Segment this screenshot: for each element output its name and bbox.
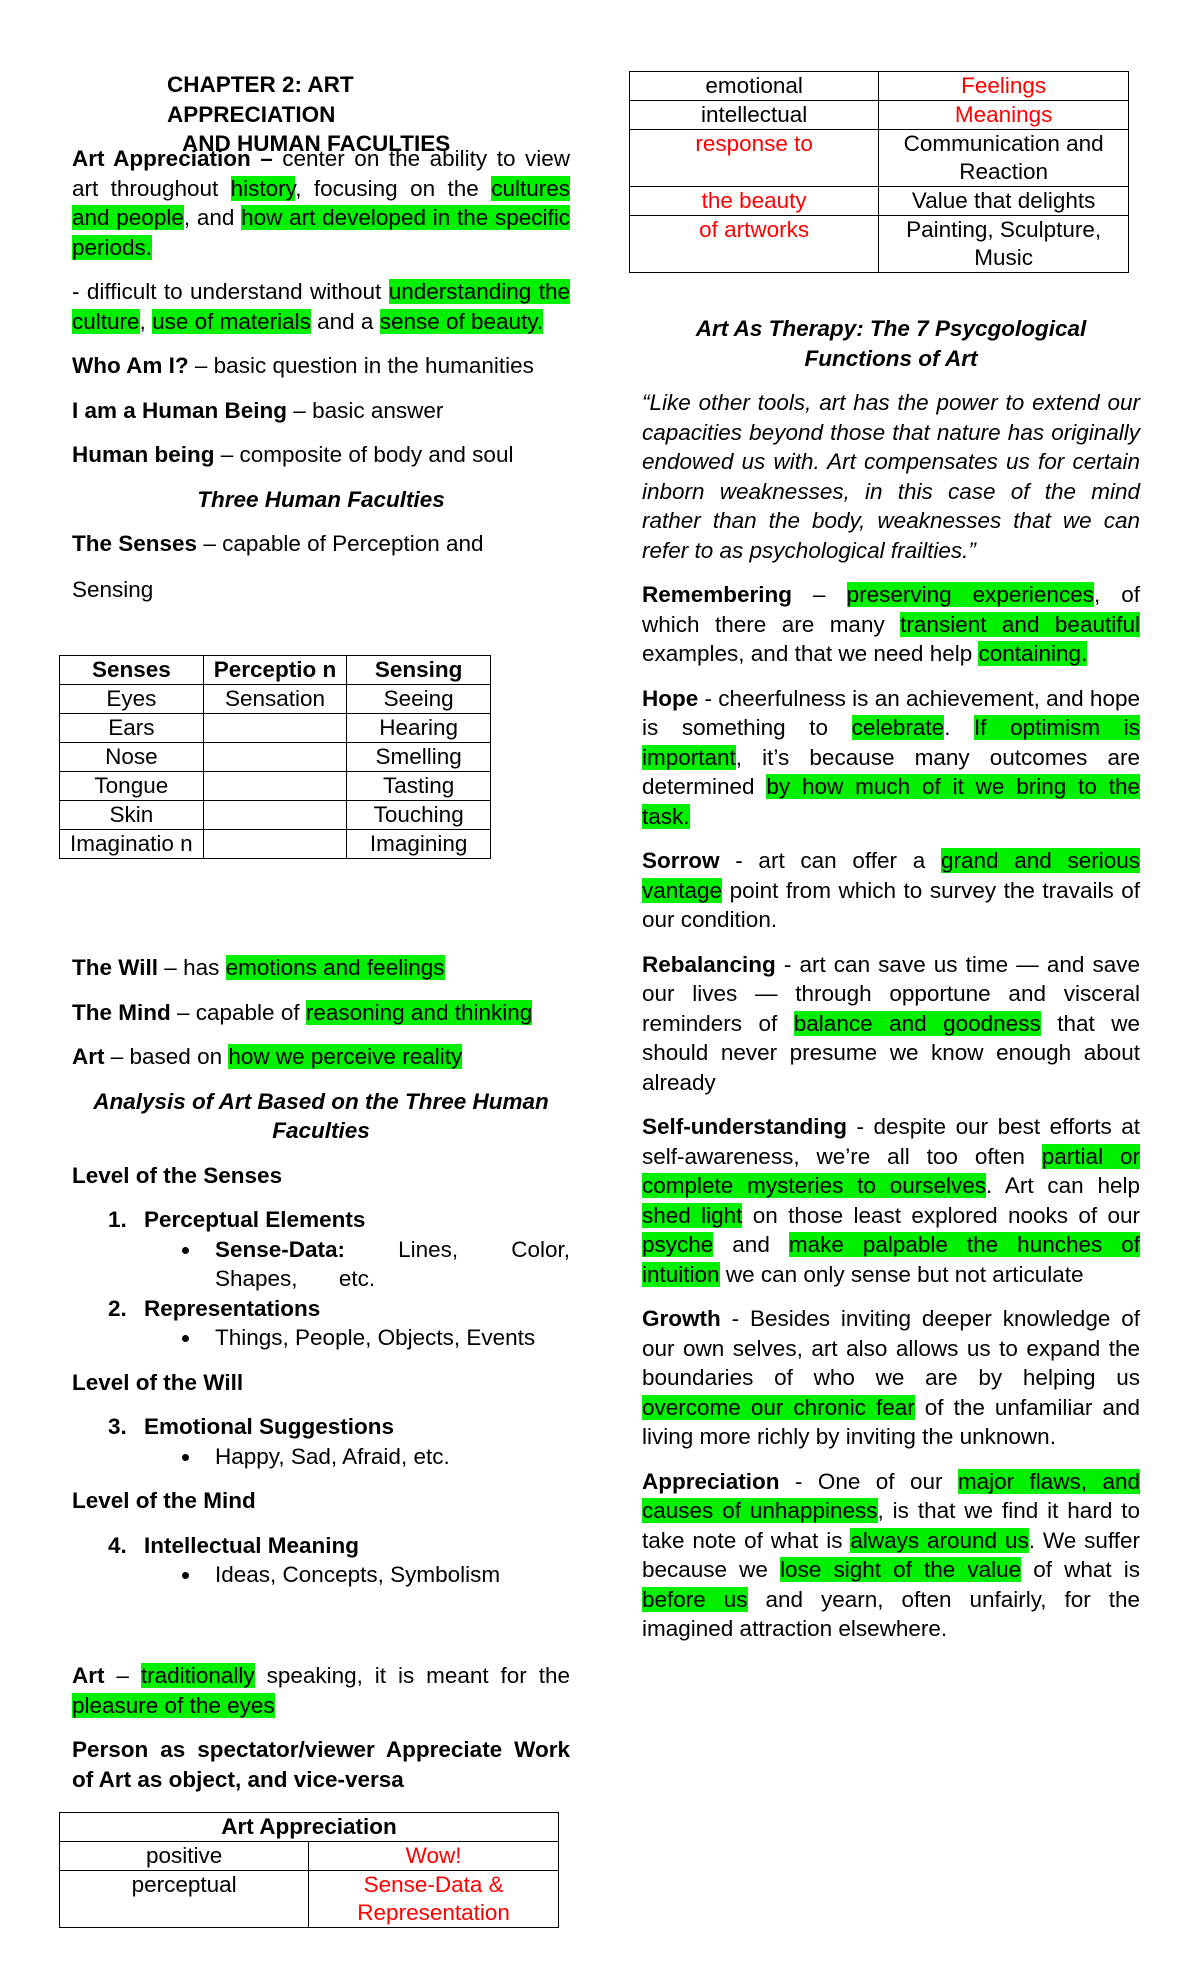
table-cell: Tongue xyxy=(60,772,204,801)
function-highlight: always around us xyxy=(850,1527,1029,1553)
note-text-1: - difficult to understand without xyxy=(72,279,389,304)
table-cell: response to xyxy=(630,130,879,187)
function-text: . Art can help xyxy=(986,1173,1140,1198)
function-appreciation xyxy=(642,1467,1140,1644)
table-header-cell: Sensing xyxy=(347,656,491,685)
function-term: Hope xyxy=(642,685,699,711)
table-cell: Sense-Data & Representation xyxy=(309,1871,559,1928)
list-item-label: Representations xyxy=(144,1295,321,1321)
list-item-label: Intellectual Meaning xyxy=(144,1532,360,1558)
function-text: - despite our best efforts at self-awareness, we’re all too often xyxy=(642,1114,1140,1169)
function-text: we can only sense but not articulate xyxy=(719,1261,1084,1287)
sense-data-label: Sense-Data: xyxy=(215,1236,346,1262)
function-highlight: partial or complete mysteries to ourselves xyxy=(642,1143,1140,1198)
function-term: Rebalancing xyxy=(642,951,776,977)
function-highlight: before us xyxy=(642,1586,748,1612)
table-cell xyxy=(203,743,347,772)
table-cell: Imagining xyxy=(347,830,491,859)
function-text: , of which there are many xyxy=(642,582,1140,637)
function-highlight: lose sight of the value xyxy=(780,1557,1022,1582)
table-cell: Feelings xyxy=(879,72,1129,101)
art2-highlight-1: traditionally xyxy=(140,1663,255,1688)
table-row xyxy=(60,714,491,743)
function-text: . xyxy=(944,715,975,740)
list-number: 1. xyxy=(108,1207,127,1232)
table-row xyxy=(60,1842,559,1871)
therapy-quote: “Like other tools, art has the power to extend our capacities beyond those that nature has originally endowed us with. Art compensates us for certain inborn weaknesses, in this case of the mind rather than the body, weaknesses that we can refer to as psychological frailties.” xyxy=(642,390,1140,563)
list-item-label: Perceptual Elements xyxy=(144,1207,366,1232)
function-self-understanding xyxy=(642,1112,1140,1289)
art-appreciation-continued-table xyxy=(629,71,1129,273)
being-term: Human being xyxy=(72,442,215,467)
list-item xyxy=(72,1531,570,1561)
bullet-item xyxy=(72,1235,570,1294)
table-row xyxy=(630,130,1129,187)
art2-text-2: speaking, it is meant for the xyxy=(254,1663,570,1688)
table-cell: Ears xyxy=(60,714,204,743)
senses-text: – capable of Perception and xyxy=(197,531,484,556)
level-senses-heading xyxy=(72,1161,570,1191)
function-highlight: overcome our chronic fear xyxy=(642,1394,915,1420)
function-highlight: transient and beautiful xyxy=(900,611,1140,637)
table-cell: Painting, Sculpture, Music xyxy=(879,216,1129,273)
list-item xyxy=(72,1205,570,1235)
function-text: – xyxy=(792,582,847,607)
intro-highlight-2: cultures and people xyxy=(72,175,570,230)
function-highlight: by how much of it we bring to the task. xyxy=(642,774,1140,829)
mind-highlight: reasoning and thinking xyxy=(305,999,533,1025)
table-cell: of artworks xyxy=(630,216,879,273)
table-cell xyxy=(203,714,347,743)
table-header-cell: Senses xyxy=(60,656,204,685)
table-row xyxy=(630,72,1129,101)
note-highlight-2: use of materials xyxy=(152,308,311,334)
function-text: that we should never presume we know enough about already xyxy=(642,1010,1140,1095)
sense-data-text: Lines, Color, Shapes, etc. xyxy=(215,1236,570,1291)
list-number: 3. xyxy=(108,1414,127,1439)
function-highlight: shed light xyxy=(642,1202,743,1228)
senses-line-continued: Sensing xyxy=(72,576,154,602)
who-text: – basic question in the humanities xyxy=(188,353,534,378)
will-highlight: emotions and feelings xyxy=(225,955,445,980)
function-text: - Besides inviting deeper knowledge of our own selves, art also allows us to expand the boundaries of who we are by helping us xyxy=(642,1306,1140,1390)
art-text: – based on xyxy=(104,1044,229,1069)
function-text: - One of our xyxy=(779,1468,958,1494)
function-text: examples, and that we need help xyxy=(642,641,979,666)
intro-term: Art Appreciation – xyxy=(72,146,273,171)
mind-term: The Mind xyxy=(72,999,171,1025)
table-header-cell: Art Appreciation xyxy=(60,1813,559,1842)
function-term: Growth xyxy=(642,1306,721,1331)
senses-table xyxy=(59,655,491,859)
table-cell xyxy=(203,772,347,801)
who-am-i-line xyxy=(72,351,570,381)
table-cell: positive xyxy=(60,1842,309,1871)
bullet-item: Ideas, Concepts, Symbolism xyxy=(72,1560,570,1590)
chapter-title-line-1: CHAPTER 2: ART APPRECIATION xyxy=(167,72,354,127)
table-row xyxy=(60,1871,559,1928)
art2-highlight-2: pleasure of the eyes xyxy=(72,1692,275,1718)
list-item xyxy=(72,1412,570,1442)
function-text: and xyxy=(713,1232,789,1257)
table-cell: Tasting xyxy=(347,772,491,801)
table-cell: perceptual xyxy=(60,1871,309,1928)
senses-term: The Senses xyxy=(72,531,198,556)
note-highlight-3: sense of beauty. xyxy=(379,308,544,334)
table-row xyxy=(60,830,491,859)
note-text-3: and a xyxy=(310,308,380,334)
table-cell: Meanings xyxy=(879,101,1129,130)
note-highlight-1: understanding the culture xyxy=(72,279,570,334)
art-traditional-paragraph xyxy=(72,1661,570,1720)
table-row xyxy=(60,801,491,830)
table-header-cell: Perceptio n xyxy=(203,656,347,685)
function-highlight: balance and goodness xyxy=(793,1010,1041,1036)
art-highlight: how we perceive reality xyxy=(228,1044,463,1069)
function-rebalancing xyxy=(642,950,1140,1098)
function-highlight: containing. xyxy=(978,641,1088,666)
table-cell: Sensation xyxy=(203,685,347,714)
art2-term: Art xyxy=(72,1663,105,1688)
art-term: Art xyxy=(72,1044,105,1069)
mind-text: – capable of xyxy=(170,999,306,1025)
function-text: of the unfamiliar and living more richly by inviting the unknown. xyxy=(642,1394,1141,1449)
function-term: Self-understanding xyxy=(642,1114,848,1139)
table-cell: Touching xyxy=(347,801,491,830)
therapy-heading: Art As Therapy: The 7 Psycgological Functions of Art xyxy=(695,316,1087,371)
function-highlight: make palpable the hunches of intuition xyxy=(642,1232,1140,1287)
human-being-definition-line xyxy=(72,440,570,470)
function-highlight: preserving experiences xyxy=(846,582,1094,607)
bullet-item: Things, People, Objects, Events xyxy=(72,1323,570,1353)
function-text: and yearn, often unfairly, for the imagined attraction elsewhere. xyxy=(642,1586,1140,1641)
list-item xyxy=(72,1294,570,1324)
function-highlight: celebrate xyxy=(851,715,945,740)
table-cell: Hearing xyxy=(347,714,491,743)
intro-paragraph xyxy=(72,144,570,262)
intro-text-1: center on the ability to view art throughout xyxy=(72,146,570,201)
list-number: 4. xyxy=(108,1532,127,1558)
table-cell: Eyes xyxy=(60,685,204,714)
level-senses-label: Level of the Senses xyxy=(72,1162,283,1188)
table-cell: Value that delights xyxy=(879,187,1129,216)
function-text: . We suffer because we xyxy=(642,1527,1140,1582)
table-cell: emotional xyxy=(630,72,879,101)
function-term: Remembering xyxy=(642,582,793,607)
function-text: , is that we find it hard to take note of what is xyxy=(642,1498,1141,1553)
senses-table-header xyxy=(60,656,491,685)
will-text: – has xyxy=(158,955,226,980)
table-cell: Wow! xyxy=(309,1842,559,1871)
table-cell: Nose xyxy=(60,743,204,772)
function-highlight: major flaws, and causes of unhappiness xyxy=(642,1468,1141,1523)
being-text: – composite of body and soul xyxy=(214,442,514,467)
table-cell: Imaginatio n xyxy=(60,830,204,859)
table-cell xyxy=(203,830,347,859)
mind-line xyxy=(72,998,570,1028)
list-number: 2. xyxy=(108,1295,127,1321)
table-cell: Smelling xyxy=(347,743,491,772)
intro-text-2: , focusing on the xyxy=(295,175,492,201)
table-cell: Skin xyxy=(60,801,204,830)
intro-highlight-1: history xyxy=(230,175,296,201)
bullet-item: Happy, Sad, Afraid, etc. xyxy=(72,1442,570,1472)
function-text: on those least explored nooks of our xyxy=(742,1202,1140,1228)
function-hope xyxy=(642,684,1140,832)
function-growth xyxy=(642,1304,1140,1452)
human-being-answer-line xyxy=(72,396,570,426)
function-text: - art can save us time — and save our lives — through opportune and visceral reminders of xyxy=(642,951,1140,1036)
intro-highlight-3: how art developed in the specific periods. xyxy=(72,205,571,260)
person-paragraph xyxy=(72,1735,570,1794)
level-will-label: Level of the Will xyxy=(72,1369,244,1395)
level-mind-heading xyxy=(72,1486,570,1516)
table-row xyxy=(60,685,491,714)
table-row xyxy=(60,772,491,801)
table-cell: the beauty xyxy=(630,187,879,216)
function-text: - cheerfulness is an achievement, and hope is something to xyxy=(642,685,1140,740)
will-line xyxy=(72,953,570,983)
art-line xyxy=(72,1042,570,1072)
human-term: I am a Human Being xyxy=(72,397,288,423)
person-text: Person as spectator/viewer Appreciate Work of Art as object, and vice-versa xyxy=(72,1737,570,1792)
intro-text-3: , and xyxy=(183,205,242,230)
function-text: point from which to survey the travails of our condition. xyxy=(642,877,1140,932)
list-item-label: Emotional Suggestions xyxy=(144,1414,395,1439)
three-faculties-heading: Three Human Faculties xyxy=(197,486,445,512)
will-term: The Will xyxy=(72,955,159,980)
appreciation-table xyxy=(59,1812,559,1928)
function-highlight: grand and serious vantage xyxy=(642,848,1140,903)
function-term: Sorrow xyxy=(642,848,720,873)
appreciation-table-header xyxy=(60,1813,559,1842)
table-cell: Communication and Reaction xyxy=(879,130,1129,187)
function-remembering xyxy=(642,580,1140,669)
table-cell: intellectual xyxy=(630,101,879,130)
function-text: , it’s because many outcomes are determined xyxy=(642,744,1140,799)
art2-text-1: – xyxy=(104,1663,141,1688)
human-text: – basic answer xyxy=(287,397,444,423)
function-term: Appreciation xyxy=(642,1468,780,1494)
analysis-heading: Analysis of Art Based on the Three Human Faculties xyxy=(93,1088,549,1143)
function-text: - art can offer a xyxy=(719,848,941,873)
table-cell: Seeing xyxy=(347,685,491,714)
note-text-2: , xyxy=(139,308,153,334)
function-highlight: psyche xyxy=(642,1232,714,1257)
intro-note-paragraph xyxy=(72,277,570,336)
table-row xyxy=(60,743,491,772)
who-term: Who Am I? xyxy=(72,353,189,378)
chapter-title-line-2: AND HUMAN FACULTIES xyxy=(182,131,451,156)
level-mind-label: Level of the Mind xyxy=(72,1488,256,1513)
table-cell xyxy=(203,801,347,830)
function-text: of what is xyxy=(1021,1557,1141,1582)
function-highlight: If optimism is important xyxy=(642,715,1141,770)
table-row xyxy=(630,216,1129,273)
level-will-heading xyxy=(72,1368,570,1398)
table-row xyxy=(630,187,1129,216)
function-sorrow xyxy=(642,846,1140,935)
senses-line xyxy=(72,529,570,559)
table-row xyxy=(630,101,1129,130)
